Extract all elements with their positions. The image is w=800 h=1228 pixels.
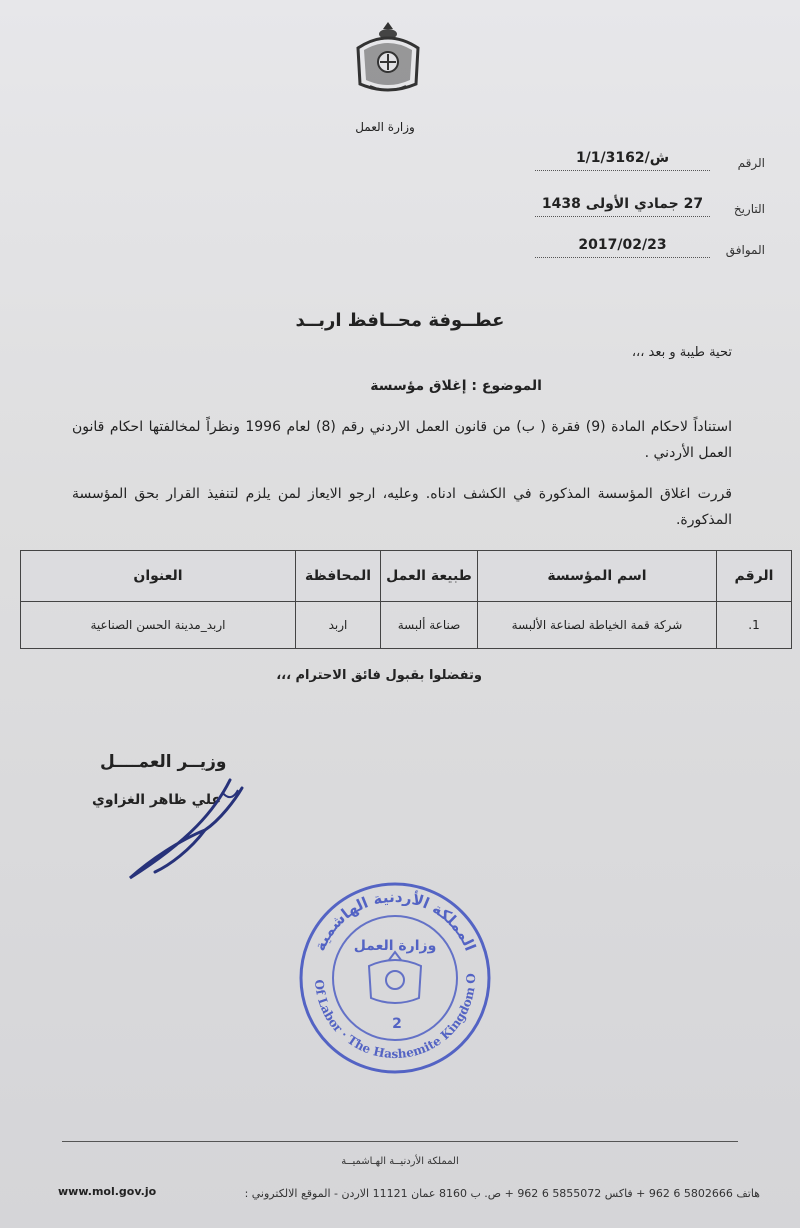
reference-value: ش/1/1/3162 (535, 150, 710, 171)
stamp-crest-icon (369, 952, 421, 1003)
gregorian-date-row (535, 237, 765, 263)
table-header-row (21, 551, 792, 602)
header-number: الرقم (717, 551, 792, 602)
coat-of-arms-icon (350, 18, 426, 96)
signatory-title: وزيــر العمــــل (100, 752, 227, 772)
stamp-inner-text: وزارة العمل (353, 938, 437, 954)
handwritten-signature (110, 770, 260, 890)
paragraph-legal-basis: استناداً لاحكام المادة (9) فقرة ( ب) من قانون العمل الاردني رقم (8) لعام 1996 ونظراً لمخالفتها احكام قانون العمل الأردني . (72, 419, 732, 461)
stamp-top-text: المملكة الأردنية الهاشمية (310, 887, 480, 954)
corresponding-label: الموافق (725, 243, 765, 257)
header-address: العنوان (21, 551, 296, 602)
greeting: تحية طيبة و بعد ،،، (631, 345, 732, 360)
footer-divider (62, 1141, 738, 1142)
cell-address: اربد_مدينة الحسن الصناعية (21, 602, 296, 649)
corresponding-value: 2017/02/23 (535, 237, 710, 258)
cell-governorate: اربد (296, 602, 381, 649)
establishment-table (20, 550, 792, 649)
cell-number: 1. (717, 602, 792, 649)
header-establishment-name: اسم المؤسسة (478, 551, 717, 602)
hijri-date-row (535, 196, 765, 222)
header-work-type: طبيعة العمل (381, 551, 478, 602)
addressee: عطــوفة محــافظ اربــد (295, 310, 505, 331)
header-governorate: المحافظة (296, 551, 381, 602)
footer-country: المملكة الأردنيــة الهـاشميــة (341, 1156, 459, 1167)
stamp-bottom-text: Of Labor · The Hashemite Kingdom O (311, 973, 479, 1062)
official-stamp (297, 880, 493, 1076)
date-value: 27 جمادي الأولى 1438 (535, 196, 710, 217)
svg-text:Ministry Of Labor · The Hashem (297, 880, 478, 1061)
footer-website-link[interactable]: www.mol.gov.jo (58, 1185, 157, 1198)
footer-contact-info: هاتف 5802666 6 962 + فاكس 5855072 6 962 + ص. ب 8160 عمان 11121 الاردن - الموقع الالكتروني : (244, 1187, 760, 1200)
reference-label: الرقم (737, 156, 765, 170)
cell-establishment-name: شركة قمة الخياطة لصناعة الألبسة (478, 602, 717, 649)
letterhead-ministry-name: وزارة العمل (355, 120, 415, 134)
closing-line: وتفضلوا بقبول فائق الاحترام ،،، (276, 668, 482, 683)
reference-number-row (535, 150, 765, 176)
stamp-seal-icon (297, 880, 493, 1076)
table-row (21, 602, 792, 649)
date-label: التاريخ (733, 202, 765, 216)
cell-work-type: صناعة ألبسة (381, 602, 478, 649)
stamp-number: 2 (392, 1016, 402, 1032)
signatory-name: علي ظاهر الغزاوي (92, 792, 222, 808)
paragraph-decision: قررت اغلاق المؤسسة المذكورة في الكشف ادناه. وعليه، ارجو الايعاز لمن يلزم لتنفيذ القرار بحق المؤسسة المذكورة. (72, 486, 732, 528)
subject-line: الموضوع : إغلاق مؤسسة (370, 378, 542, 394)
